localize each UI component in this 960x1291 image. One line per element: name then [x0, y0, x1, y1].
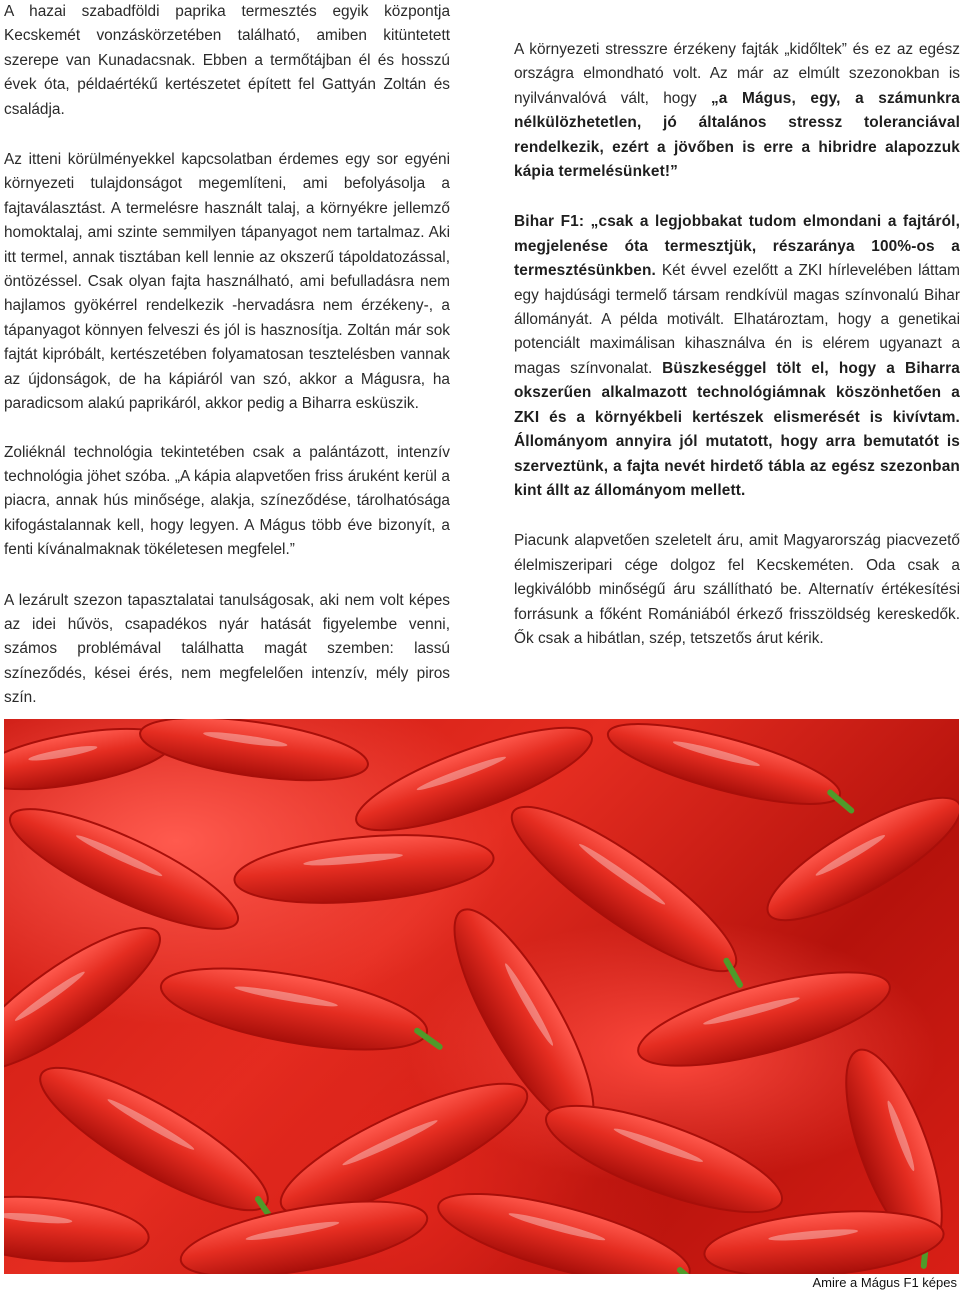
bihar-pride: Büszkeséggel tölt el, hogy a Biharra okszerűen alkalmazott technológiámnak köszönhetően a ZKI és a környékbeli kertészek elismerését is kivívtam. Állományom annyira jól mutatott, hogy arra bemutatót is szerveztünk, a fajta nevét hirdető tábla az egész szezonban kint állt az állományom mellett. — [514, 359, 960, 499]
pepper-shape — [4, 788, 250, 950]
paragraph-bihar — [514, 210, 960, 503]
pepper-shape — [155, 953, 433, 1066]
bihar-lead: Bihar F1: „csak a legjobbakat tudom elmondani a fajtáról, megjelenése óta termesztjük, részaránya 100%-os a termesztésünkben. — [514, 213, 960, 280]
paragraph-market: Piacunk alapvetően szeletelt áru, amit Magyarország piacvezető élelmiszeripari cége dolgoz fel Kecskeméten. Oda csak a legkiválóbb minőségű áru szállítható be. Alternatív értékesítési forrásunk a főként Romániából érkező frisszöldség kereskedők. Ők csak a hibátlan, szép, tetszetős árut kérik. — [514, 532, 960, 647]
peppers-photo — [4, 719, 959, 1274]
pepper-shape — [232, 826, 497, 912]
left-column — [4, 0, 450, 711]
paragraph-stress-tolerance — [514, 38, 960, 184]
pepper-shape — [136, 719, 371, 792]
pepper-shape — [4, 1189, 151, 1269]
right-column — [514, 38, 960, 651]
paragraph-season: A lezárult szezon tapasztalatai tanulságosak, aki nem volt képes az idei hűvös, csapadékos nyár hatását figyelembe venni, számos problémával találhatta magát szemben: lassú színeződés, kései érés, nem megfelelően intenzív, mély piros szín. — [4, 591, 450, 707]
peppers-illustration — [4, 719, 959, 1274]
pepper-shape — [4, 907, 177, 1091]
bihar-text: Két évvel ezelőtt a ZKI hírlevelében láttam egy hajdúsági termelő társam rendkívül magas színvonalú Bihar állományát. A példa motivált. Elhatároztam, hogy a genetikai potenciált maximálisan kihasználva én is elérem ugyanazt a magas színvonalat. — [514, 262, 960, 377]
paragraph-conditions: Az itteni körülményekkel kapcsolatban érdemes egy sor egyéni környezeti tulajdonságot megemlíteni, ami befolyásolja a fajtaválasztást. A termelésre használt talaj, a környékre jellemző homoktalaj, ami szinte semmilyen tápanyagot nem tartalmaz. Aki itt termel, annak tisztában kell lennie az okszerű tápoldatozással, öntözéssel. Csak olyan fajta használható, ami befulladásra nem hajlamos gyökérrel rendelkezik -hervadásra nem érzékeny-, a tápanyagot könnyen felveszi és jól is hasznosítja. Zoltán már sok fajtát kipróbált, kertészetében folyamatosan tesztelésben vannak az újdonságok, de ha kápiáról van szó, akkor a Mágusra, ha paradicsom alakú paprikáról, akkor pedig a Biharra esküszik. — [4, 151, 450, 413]
pepper-shape — [601, 719, 846, 820]
stress-text: A környezeti stresszre érzékeny fajták „kidőltek” és ez az egész országra elmondható volt. Az már az elmúlt szezonokban is nyilvánvalóvá vált, hogy — [514, 41, 960, 107]
pepper-shape — [494, 784, 754, 994]
magus-quote: „a Mágus, egy, a számunkra nélkülözhetetlen, jó általános stressz toleranciával rendelkezik, ezért a jövőben is erre a hibridre alapozzuk kápia termelésünket!” — [514, 89, 960, 181]
photo-caption: Amire a Mágus F1 képes — [812, 1275, 957, 1290]
paragraph-intro: A hazai szabadföldi paprika termesztés egyik központja Kecskemét vonzáskörzetében található, amiben kitüntetett szerepe van Kunadacsnak. Ebben a termőtájban él és hosszú évek óta, példaértékű kertészetet épített fel Gattyán Zoltán és családja. — [4, 3, 450, 118]
paragraph-technology: Zoliéknál technológia tekintetében csak a palántázott, intenzív technológia jöhet szóba. „A kápia alapvetően friss áruként kerül a piacra, annak hús minősége, alakja, színeződése, tárolhatósága kifogástalannak kell, hogy legyen. A Mágus több éve bizonyít, a fenti kívánalmaknak tökéletesen megfelel.” — [4, 443, 450, 559]
